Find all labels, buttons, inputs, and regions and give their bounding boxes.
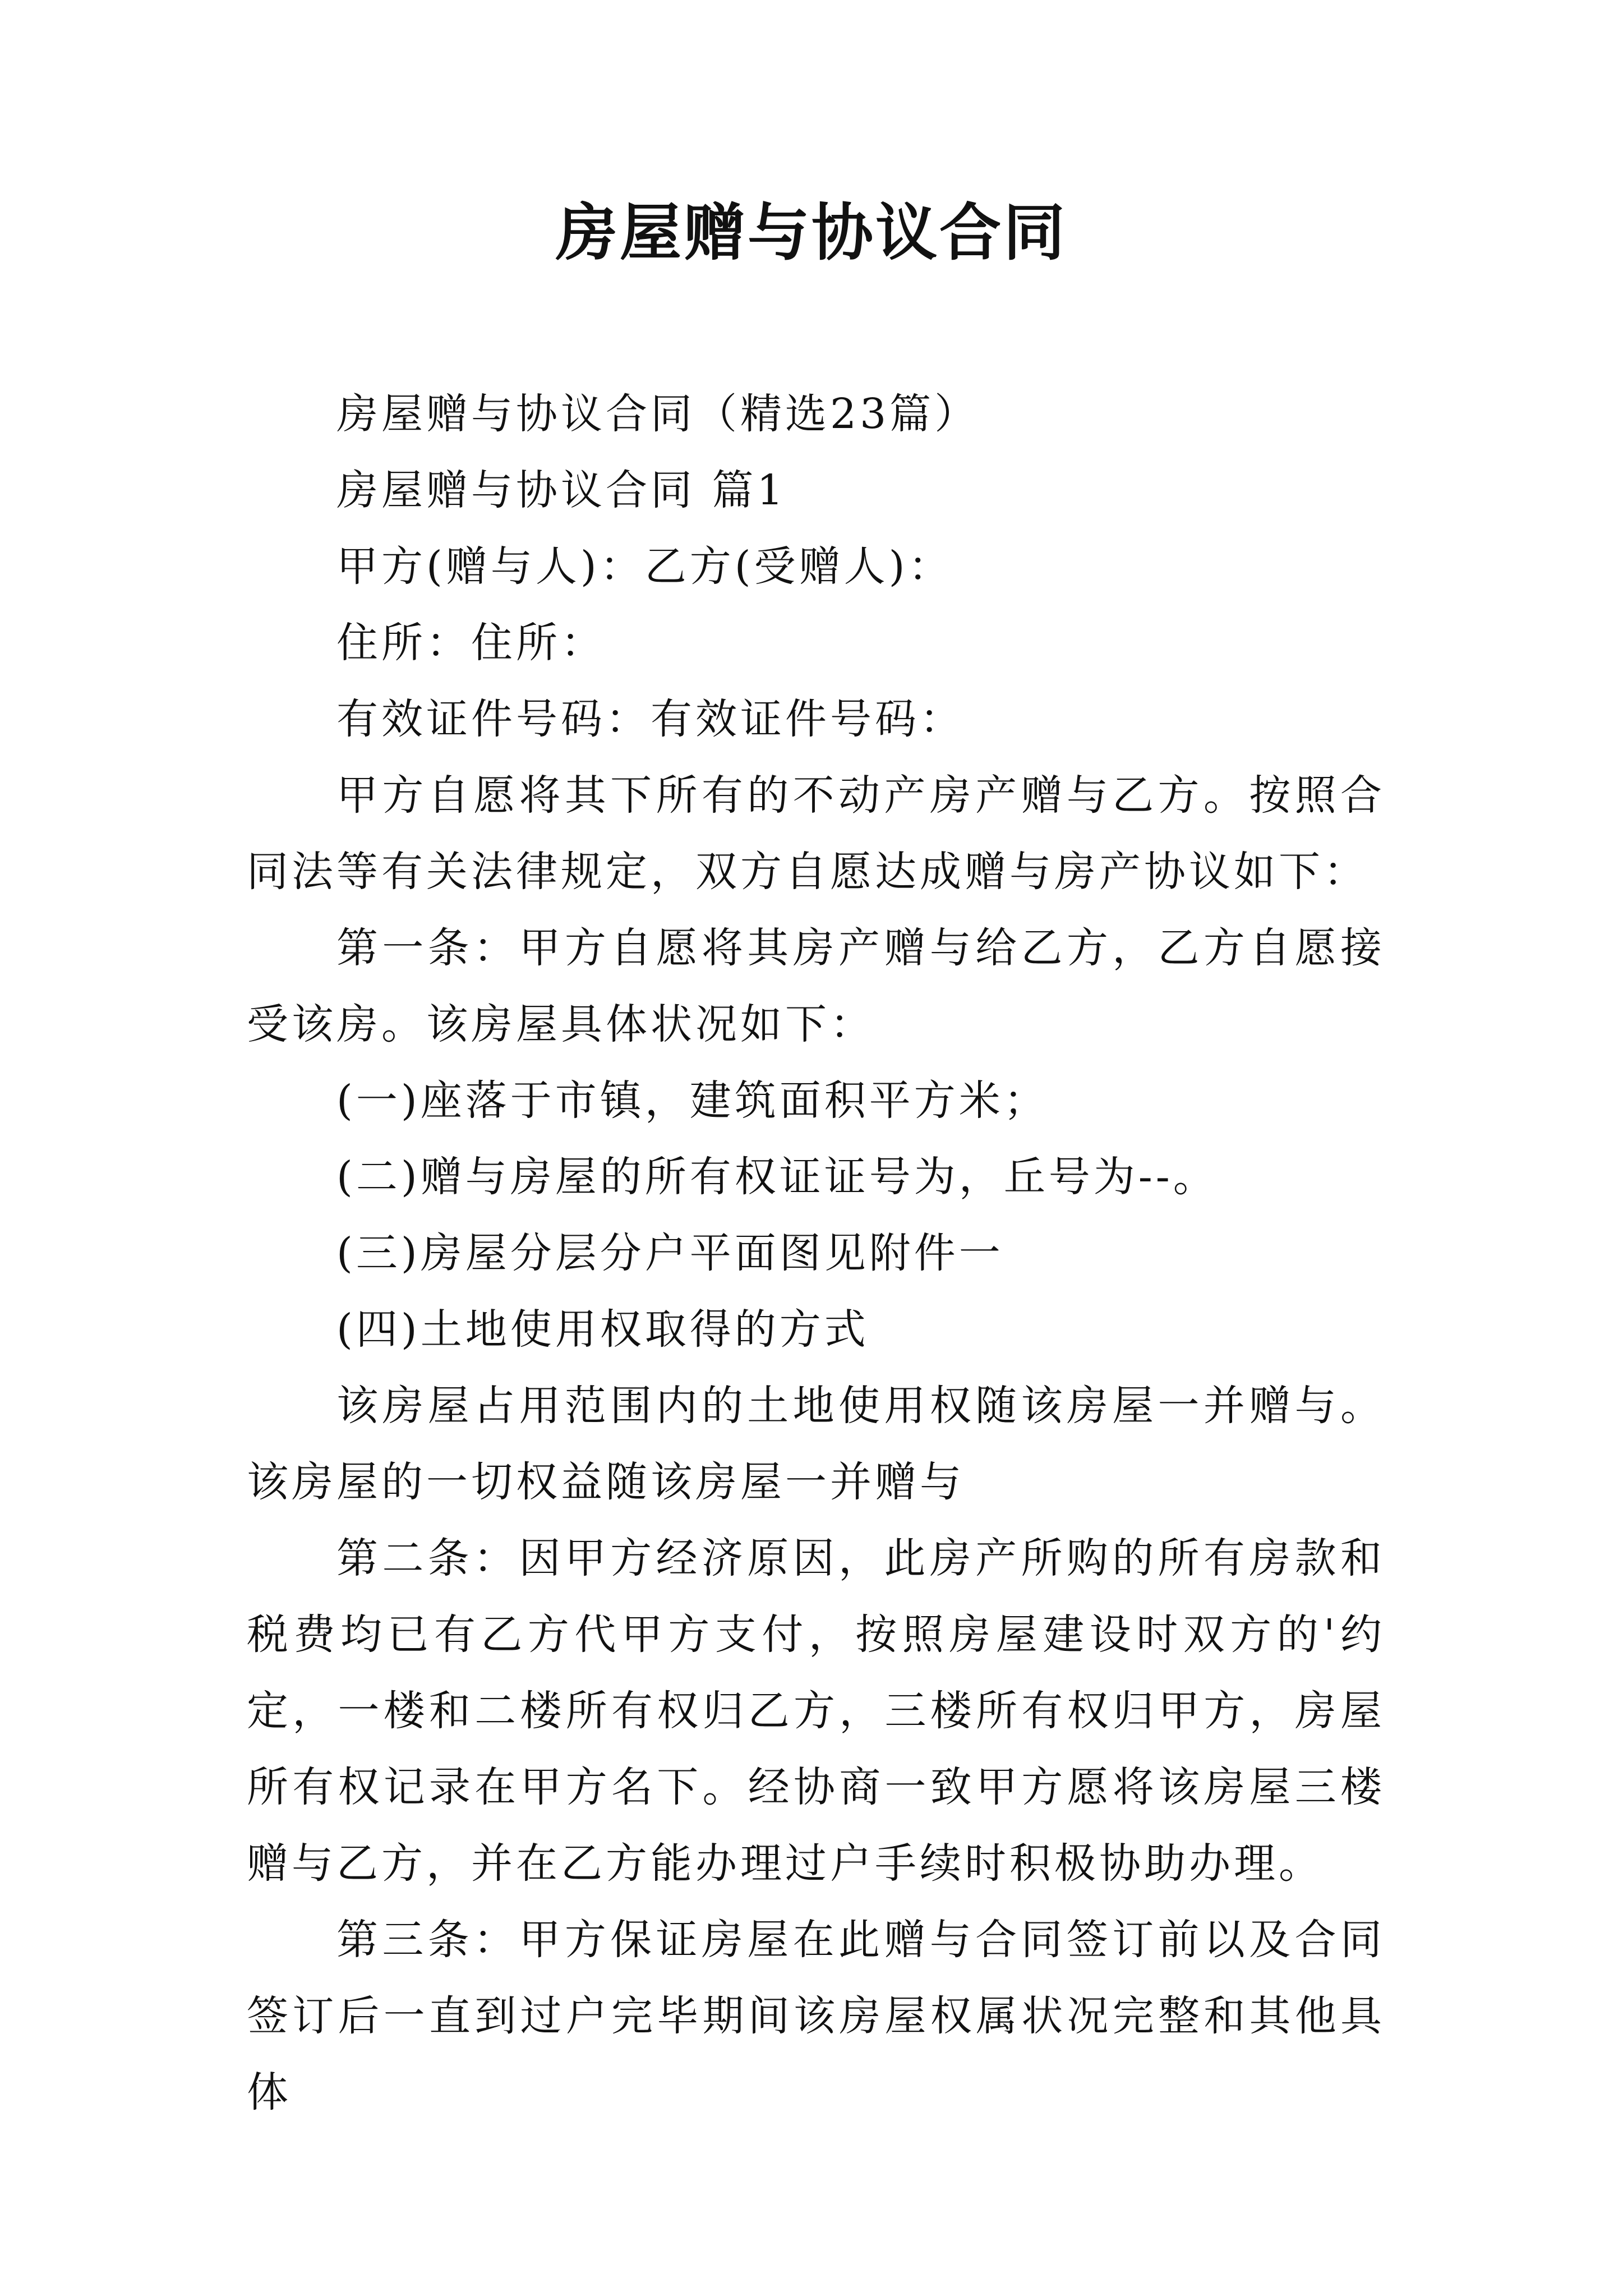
paragraph-item-3: (三)房屋分层分户平面图见附件一 bbox=[336, 1229, 1004, 1277]
document-title: 房屋赠与协议合同 bbox=[556, 196, 1067, 269]
paragraph-id-number: 有效证件号码：有效证件号码： bbox=[336, 695, 965, 743]
paragraph-item-4: (四)土地使用权取得的方式 bbox=[336, 1305, 869, 1354]
paragraph-section-heading: 房屋赠与协议合同 篇1 bbox=[336, 466, 787, 514]
paragraph-article-3: 第三条：甲方保证房屋在此赠与合同签订前以及合同签订后一直到过户完毕期间该房屋权属状况完整和其他具体 bbox=[247, 1916, 1385, 2116]
paragraph-land-rights: 该房屋占用范围内的土地使用权随该房屋一并赠与。该房屋的一切权益随该房屋一并赠与 bbox=[247, 1382, 1385, 1506]
paragraph-subtitle: 房屋赠与协议合同（精选23篇） bbox=[336, 390, 980, 438]
paragraph-parties: 甲方(赠与人)：乙方(受赠人)： bbox=[336, 542, 953, 591]
paragraph-item-1: (一)座落于市镇，建筑面积平方米； bbox=[336, 1076, 1049, 1125]
paragraph-item-2: (二)赠与房屋的所有权证证号为，丘号为--。 bbox=[336, 1153, 1218, 1201]
paragraph-article-1: 第一条：甲方自愿将其房产赠与给乙方，乙方自愿接受该房。该房屋具体状况如下： bbox=[247, 924, 1385, 1048]
paragraph-address: 住所：住所： bbox=[336, 619, 606, 667]
paragraph-preamble: 甲方自愿将其下所有的不动产房产赠与乙方。按照合同法等有关法律规定，双方自愿达成赠与房产协议如下： bbox=[247, 771, 1385, 896]
paragraph-article-2: 第二条：因甲方经济原因，此房产所购的所有房款和税费均已有乙方代甲方支付，按照房屋建设时双方的'约定，一楼和二楼所有权归乙方，三楼所有权归甲方，房屋所有权记录在甲方名下。经协商一致甲方愿将该房屋三楼赠与乙方，并在乙方能办理过户手续时积极协助办理。 bbox=[247, 1534, 1385, 1888]
document-body bbox=[247, 376, 1385, 2131]
